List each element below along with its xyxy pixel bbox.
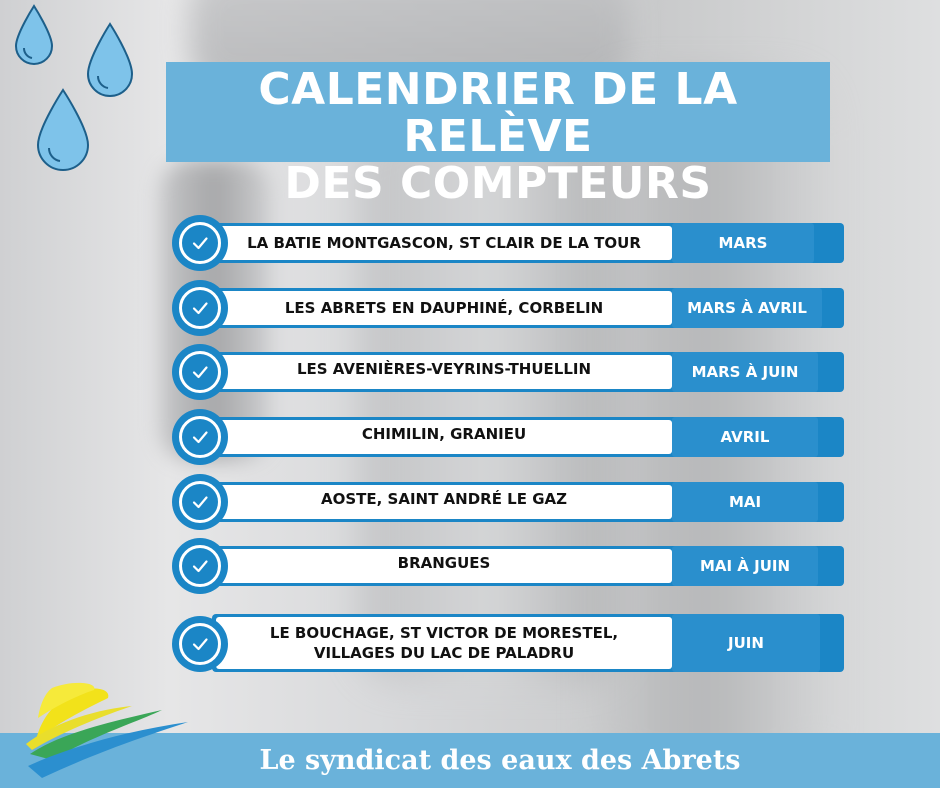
month-label: MARS À JUIN	[672, 352, 818, 392]
check-circle-icon	[172, 616, 228, 672]
title-line-1: CALENDRIER DE LA RELÈVE	[258, 64, 738, 162]
schedule-row	[172, 215, 822, 271]
place-label-line-2: VILLAGES DU LAC DE PALADRU	[313, 644, 575, 662]
month-label: MAI À JUIN	[672, 546, 818, 586]
water-drop-icon	[12, 4, 56, 66]
place-label: BRANGUES	[216, 549, 672, 583]
footer-title: Le syndicat des eaux des Abrets	[259, 745, 741, 776]
place-label: LES ABRETS EN DAUPHINÉ, CORBELIN	[216, 291, 672, 325]
place-label: AOSTE, SAINT ANDRÉ LE GAZ	[216, 485, 672, 519]
page-title	[166, 62, 830, 207]
schedule-row	[172, 344, 822, 400]
water-drop-icon	[84, 22, 136, 98]
schedule-row	[172, 409, 822, 465]
check-circle-icon	[172, 538, 228, 594]
title-line-2: DES COMPTEURS	[284, 158, 712, 209]
month-label: AVRIL	[672, 417, 818, 457]
check-circle-icon	[172, 215, 228, 271]
check-circle-icon	[172, 280, 228, 336]
water-drop-icon	[34, 88, 92, 172]
place-label-line-1: LE BOUCHAGE, ST VICTOR DE MORESTEL,	[269, 624, 619, 642]
month-label: MARS À AVRIL	[672, 288, 822, 328]
month-label: MAI	[672, 482, 818, 522]
place-label: LA BATIE MONTGASCON, ST CLAIR DE LA TOUR	[216, 226, 672, 260]
schedule-row	[172, 474, 822, 530]
schedule-row	[172, 280, 822, 336]
check-circle-icon	[172, 474, 228, 530]
place-label: LES AVENIÈRES-VEYRINS-THUELLIN	[216, 355, 672, 389]
month-label: JUIN	[672, 614, 820, 672]
check-circle-icon	[172, 409, 228, 465]
place-label	[216, 617, 672, 669]
schedule-row	[172, 538, 822, 594]
place-label: CHIMILIN, GRANIEU	[216, 420, 672, 454]
check-circle-icon	[172, 344, 228, 400]
schedule-row	[172, 612, 822, 676]
month-label: MARS	[672, 223, 814, 263]
